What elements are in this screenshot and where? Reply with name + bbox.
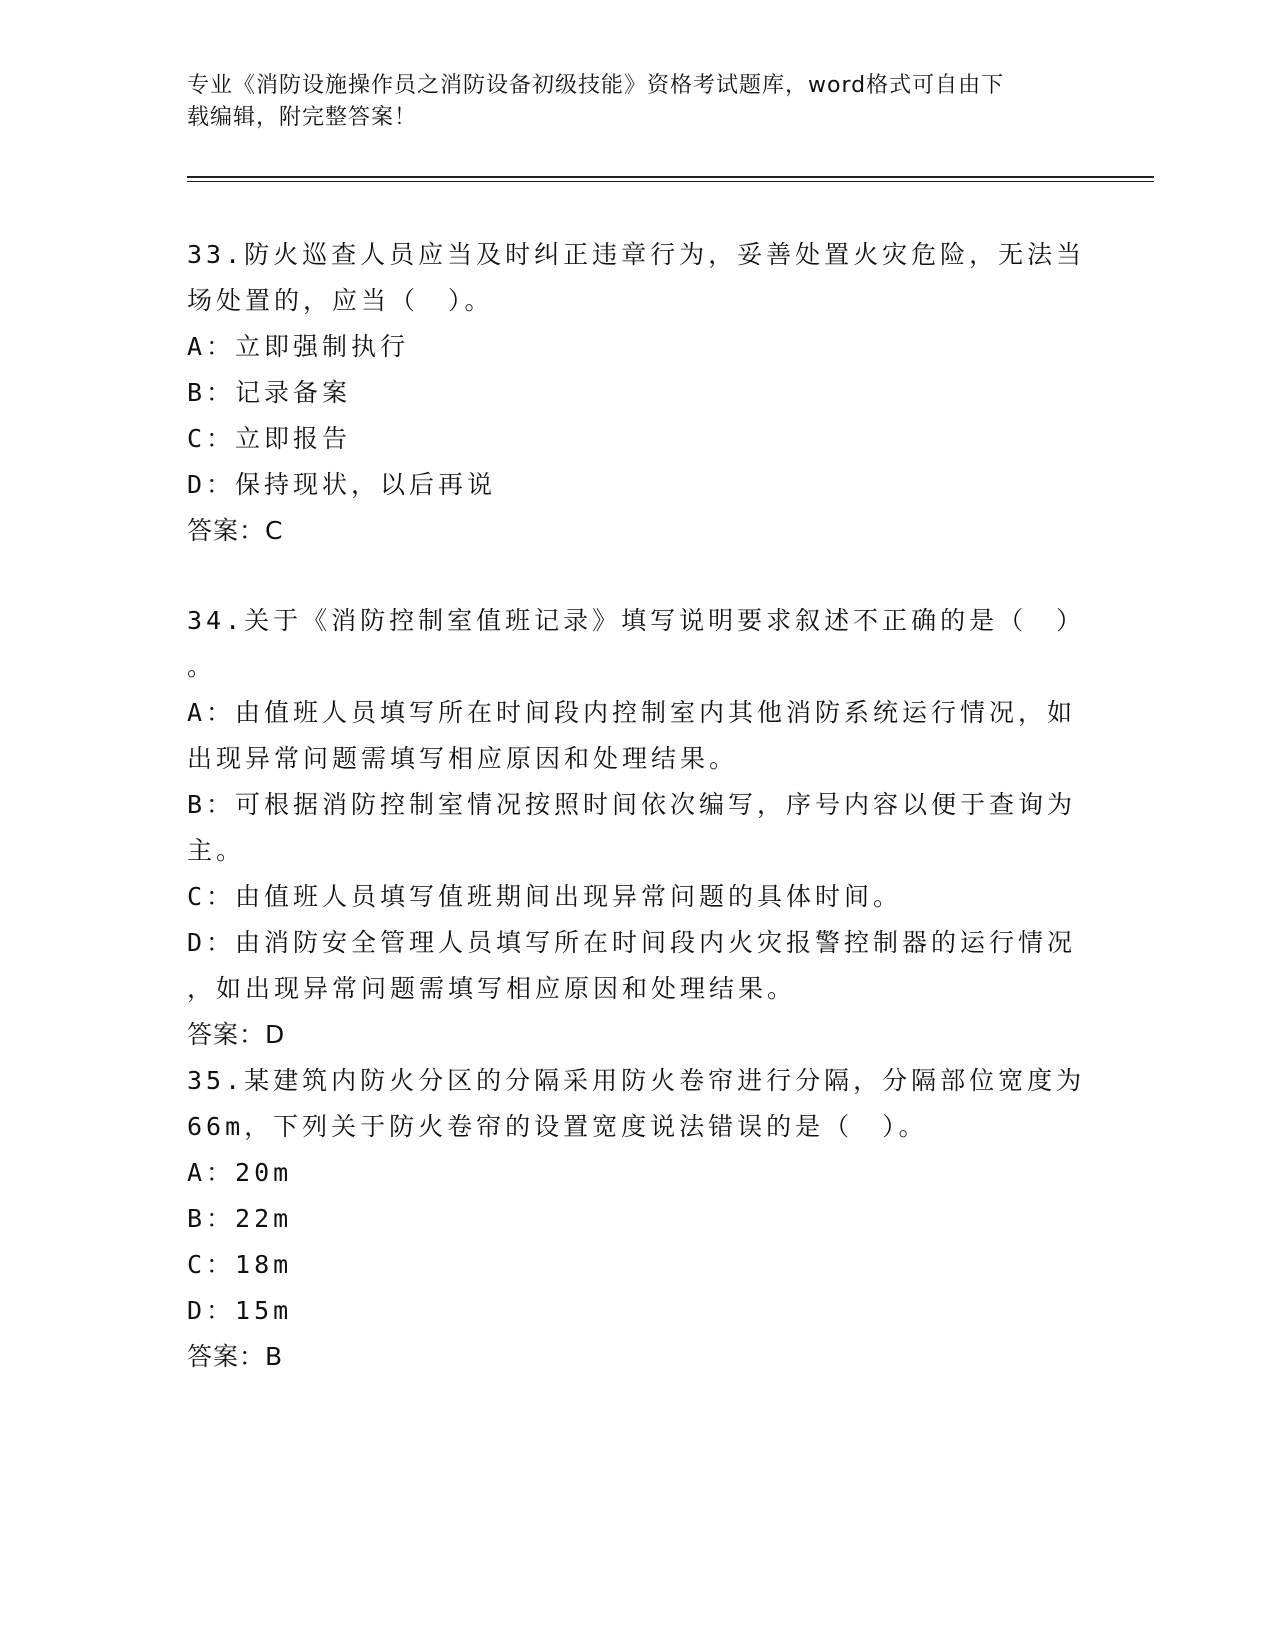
answer-label: 答案：B [187, 1342, 284, 1371]
answer-label: 答案：D [187, 1020, 286, 1049]
option-d-cont: ，如出现异常问题需填写相应原因和处理结果。 [187, 974, 797, 1003]
option-b: B：记录备案 [187, 378, 352, 407]
question-stem-line: 33.防火巡查人员应当及时纠正违章行为，妥善处置火灾危险，无法当 [187, 240, 1086, 269]
option-c: C：由值班人员填写值班期间出现异常问题的具体时间。 [187, 882, 903, 911]
question-stem-line: 。 [187, 652, 217, 681]
question-stem-line: 35.某建筑内防火分区的分隔采用防火卷帘进行分隔，分隔部位宽度为 [187, 1066, 1086, 1095]
header-divider-thick [187, 176, 1154, 178]
question-34 [187, 598, 1087, 1058]
question-stem-line: 66m，下列关于防火卷帘的设置宽度说法错误的是（ ）。 [187, 1112, 928, 1141]
option-d: D：由消防安全管理人员填写所在时间段内火灾报警控制器的运行情况 [187, 928, 1077, 957]
option-b: B：22m [187, 1204, 293, 1233]
document-header [187, 70, 1067, 134]
question-33 [187, 232, 1087, 554]
option-a: A：由值班人员填写所在时间段内控制室内其他消防系统运行情况，如 [187, 698, 1077, 727]
answer-label: 答案：C [187, 516, 284, 545]
option-b: B：可根据消防控制室情况按照时间依次编写，序号内容以便于查询为 [187, 790, 1077, 819]
option-a-cont: 出现异常问题需填写相应原因和处理结果。 [187, 744, 739, 773]
option-a: A：20m [187, 1158, 293, 1187]
header-line-2: 载编辑，附完整答案！ [187, 105, 418, 130]
option-c: C：18m [187, 1250, 293, 1279]
header-line-1: 专业《消防设施操作员之消防设备初级技能》资格考试题库，word格式可自由下 [187, 73, 1005, 98]
question-stem-line: 34.关于《消防控制室值班记录》填写说明要求叙述不正确的是（ ） [187, 606, 1086, 635]
option-c: C：立即报告 [187, 424, 352, 453]
option-d: D：15m [187, 1296, 293, 1325]
option-d: D：保持现状，以后再说 [187, 470, 497, 499]
question-35 [187, 1058, 1087, 1380]
question-stem-line: 场处置的，应当（ ）。 [187, 286, 494, 315]
header-divider-thin [187, 181, 1154, 182]
option-b-cont: 主。 [187, 836, 246, 865]
option-a: A：立即强制执行 [187, 332, 410, 361]
